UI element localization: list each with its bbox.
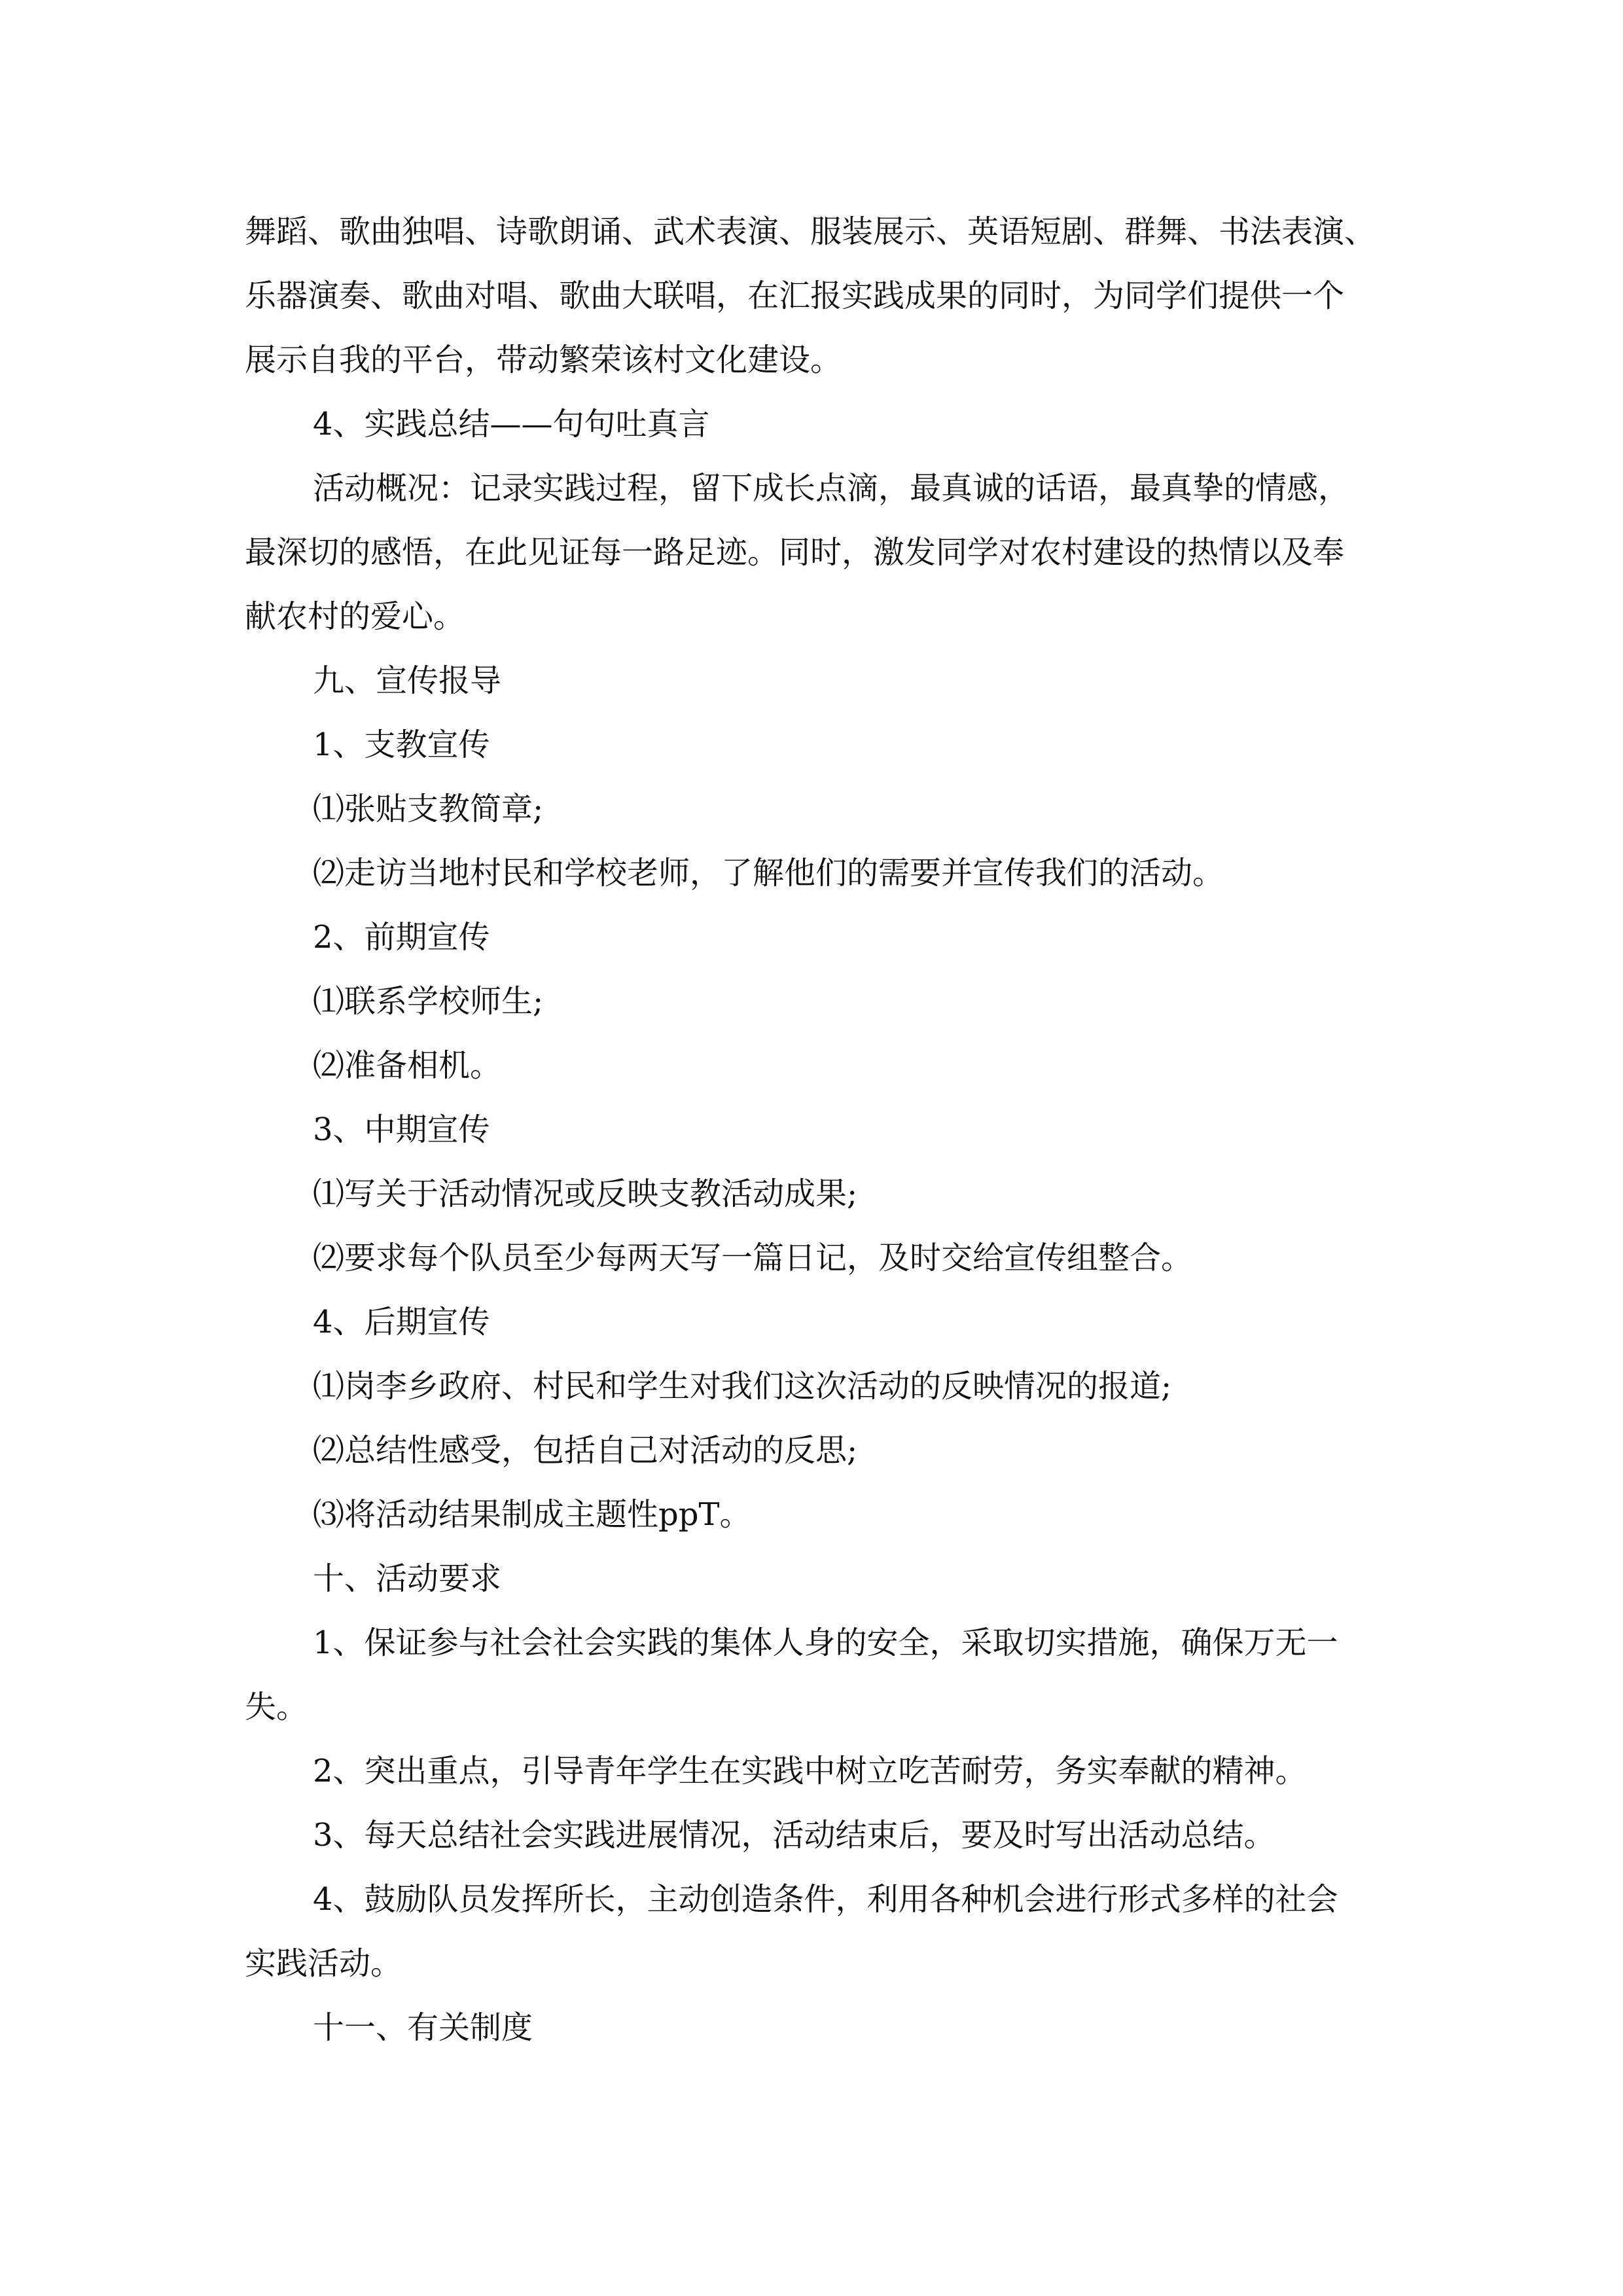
text-line: 4、鼓励队员发挥所长，主动创造条件，利用各种机会进行形式多样的社会 (313, 1881, 1338, 1918)
section-heading: 十、活动要求 (313, 1560, 502, 1597)
document-body (245, 200, 1429, 2060)
text-line: 3、每天总结社会实践进展情况，活动结束后，要及时写出活动总结。 (313, 1817, 1275, 1854)
list-item: ⑵走访当地村民和学校老师，了解他们的需要并宣传我们的活动。 (313, 855, 1224, 891)
text-line: 失。 (245, 1689, 308, 1725)
text-line: 乐器演奏、歌曲对唱、歌曲大联唱，在汇报实践成果的同时，为同学们提供一个 (245, 278, 1345, 314)
text-line: 展示自我的平台，带动繁荣该村文化建设。 (245, 342, 842, 378)
text-line: 活动概况：记录实践过程，留下成长点滴，最真诚的话语，最真挚的情感， (313, 470, 1350, 507)
text-line: 2、突出重点，引导青年学生在实践中树立吃苦耐劳，务实奉献的精神。 (313, 1753, 1307, 1789)
subsection-heading: 2、前期宣传 (313, 919, 490, 956)
text-line: 最深切的感悟，在此见证每一路足迹。同时，激发同学对农村建设的热情以及奉 (245, 534, 1345, 571)
text-line: 实践活动。 (245, 1945, 402, 1982)
list-item: ⑵要求每个队员至少每两天写一篇日记，及时交给宣传组整合。 (313, 1240, 1193, 1276)
text-line: 1、保证参与社会社会实践的集体人身的安全，采取切实措施，确保万无一 (313, 1624, 1338, 1661)
list-item: ⑵准备相机。 (313, 1047, 502, 1084)
text-line: 舞蹈、歌曲独唱、诗歌朗诵、武术表演、服装展示、英语短剧、群舞、书法表演、 (245, 213, 1376, 250)
subsection-heading: 3、中期宣传 (313, 1111, 490, 1148)
subsection-heading: 4、后期宣传 (313, 1304, 490, 1340)
text-line: 4、实践总结——句句吐真言 (313, 406, 710, 442)
text-line: 献农村的爱心。 (245, 598, 465, 635)
list-item: ⑴写关于活动情况或反映支教活动成果; (313, 1175, 858, 1212)
section-heading: 十一、有关制度 (313, 2009, 533, 2046)
list-item: ⑵总结性感受，包括自己对活动的反思; (313, 1432, 858, 1469)
subsection-heading: 1、支教宣传 (313, 726, 490, 763)
list-item: ⑴联系学校师生; (313, 983, 544, 1020)
list-item: ⑴岗李乡政府、村民和学生对我们这次活动的反映情况的报道; (313, 1368, 1172, 1405)
list-item: ⑶将活动结果制成主题性ppT。 (313, 1496, 751, 1533)
section-heading: 九、宣传报导 (313, 662, 502, 699)
list-item: ⑴张贴支教简章; (313, 791, 544, 827)
